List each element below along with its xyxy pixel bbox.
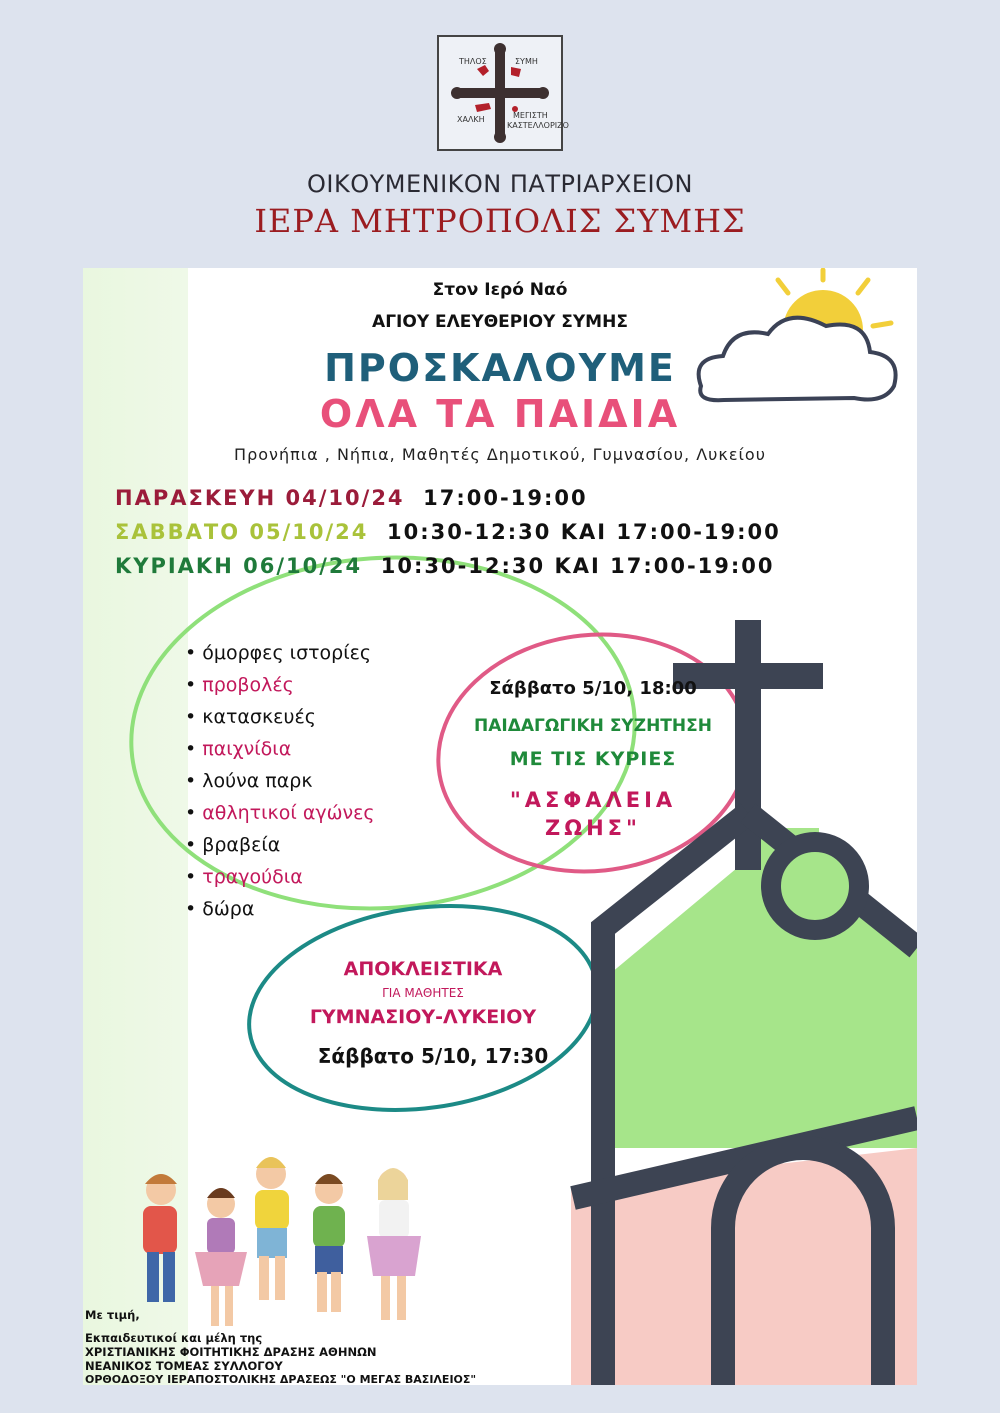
invite-title: ΠΡΟΣΚΑΛΟΥΜΕ <box>324 346 676 390</box>
schedule-row-saturday <box>115 520 781 544</box>
footer-greeting: Με τιμή, <box>85 1308 140 1322</box>
exclusive-audience: ΓΥΜΝΑΣΙΟΥ-ΛΥΚΕΙΟΥ <box>309 1006 537 1028</box>
schedule-day: ΣΑΒΒΑΤΟ 05/10/24 <box>115 520 369 544</box>
schedule-row-friday <box>115 486 588 510</box>
schedule-day: ΚΥΡΙΑΚΗ 06/10/24 <box>115 554 363 578</box>
metropolis-title: ΙΕΡΑ ΜΗΤΡΟΠΟΛΙΣ ΣΥΜΗΣ <box>254 202 746 240</box>
activity-item: • προβολές <box>185 674 294 696</box>
activity-item: • παιχνίδια <box>185 738 291 760</box>
talk-date: Σάββατο 5/10, 18:00 <box>489 678 697 699</box>
child-figure-2 <box>195 1188 247 1326</box>
cross-emblem-icon <box>439 37 561 149</box>
logo-label-tilos: ΤΗΛΟΣ <box>459 57 487 66</box>
child-figure-3 <box>255 1157 289 1300</box>
child-figure-4 <box>313 1174 345 1312</box>
talk-topic-line-1: "ΑΣΦΑΛΕΙΑ <box>509 788 677 812</box>
footer-line-2: ΧΡΙΣΤΙΑΝΙΚΗΣ ΦΟΙΤΗΤΙΚΗΣ ΔΡΑΣΗΣ ΑΘΗΝΩΝ <box>85 1345 377 1359</box>
talk-title-line-1: ΠΑΙΔΑΓΩΓΙΚΗ ΣΥΖΗΤΗΣΗ <box>474 716 712 736</box>
intro-line-1: Στον Ιερό Ναό <box>432 280 568 300</box>
poster <box>83 268 917 1385</box>
activity-item: • δώρα <box>185 898 254 920</box>
child-figure-5 <box>367 1168 421 1320</box>
logo-label-symi: ΣΥΜΗ <box>515 57 538 66</box>
exclusive-title: ΑΠΟΚΛΕΙΣΤΙΚΑ <box>343 958 503 980</box>
exclusive-subtitle: ΓΙΑ ΜΑΘΗΤΕΣ <box>382 986 464 1000</box>
schedule-times: 10:30-12:30 ΚΑΙ 17:00-19:00 <box>387 520 781 544</box>
activity-item: • αθλητικοί αγώνες <box>185 802 375 824</box>
church-name: ΑΓΙΟΥ ΕΛΕΥΘΕΡΙΟΥ ΣΥΜΗΣ <box>372 312 628 332</box>
activity-item: • τραγούδια <box>185 866 303 888</box>
patriarchate-title: ΟΙΚΟΥΜΕΝΙΚΟΝ ΠΑΤΡΙΑΡΧΕΙΟΝ <box>307 170 693 198</box>
footer-line-1: Εκπαιδευτικοί και μέλη της <box>85 1331 263 1345</box>
audience-text: Προνήπια , Νήπια, Μαθητές Δημοτικού, Γυμνασίου, Λυκείου <box>234 445 766 464</box>
logo-label-kastellorizo: ΚΑΣΤΕΛΛΟΡΙΖΟ <box>507 121 569 130</box>
talk-title-line-2: ΜΕ ΤΙΣ ΚΥΡΙΕΣ <box>509 748 677 770</box>
activity-item: • λούνα παρκ <box>185 770 313 792</box>
schedule-times: 10:30-12:30 ΚΑΙ 17:00-19:00 <box>380 554 775 578</box>
logo-label-chalki: ΧΑΛΚΗ <box>457 115 485 124</box>
activity-item: • όμορφες ιστορίες <box>185 642 371 664</box>
exclusive-date: Σάββατο 5/10, 17:30 <box>317 1044 549 1068</box>
footer-line-3: ΝΕΑΝΙΚΟΣ ΤΟΜΕΑΣ ΣΥΛΛΟΓΟΥ <box>85 1359 283 1373</box>
metropolis-logo <box>437 35 569 151</box>
talk-topic-line-2: ΖΩΗΣ" <box>545 816 641 840</box>
logo-label-megisti: ΜΕΓΙΣΤΗ <box>513 111 548 120</box>
footer-line-4: ΟΡΘΟΔΟΞΟΥ ΙΕΡΑΠΟΣΤΟΛΙΚΗΣ ΔΡΑΣΕΩΣ "Ο ΜΕΓΑΣ ΒΑΣΙΛΕΙΟΣ" <box>85 1373 477 1385</box>
schedule-day: ΠΑΡΑΣΚΕΥΗ 04/10/24 <box>115 486 405 510</box>
schedule-times: 17:00-19:00 <box>423 486 588 510</box>
schedule-row-sunday <box>115 554 775 578</box>
all-children-title: ΟΛΑ ΤΑ ΠΑΙΔΙΑ <box>319 392 681 436</box>
dancing-children-illustration <box>131 1148 461 1358</box>
activity-item: • κατασκευές <box>185 706 316 728</box>
child-figure-1 <box>143 1174 177 1302</box>
activity-item: • βραβεία <box>185 834 280 856</box>
